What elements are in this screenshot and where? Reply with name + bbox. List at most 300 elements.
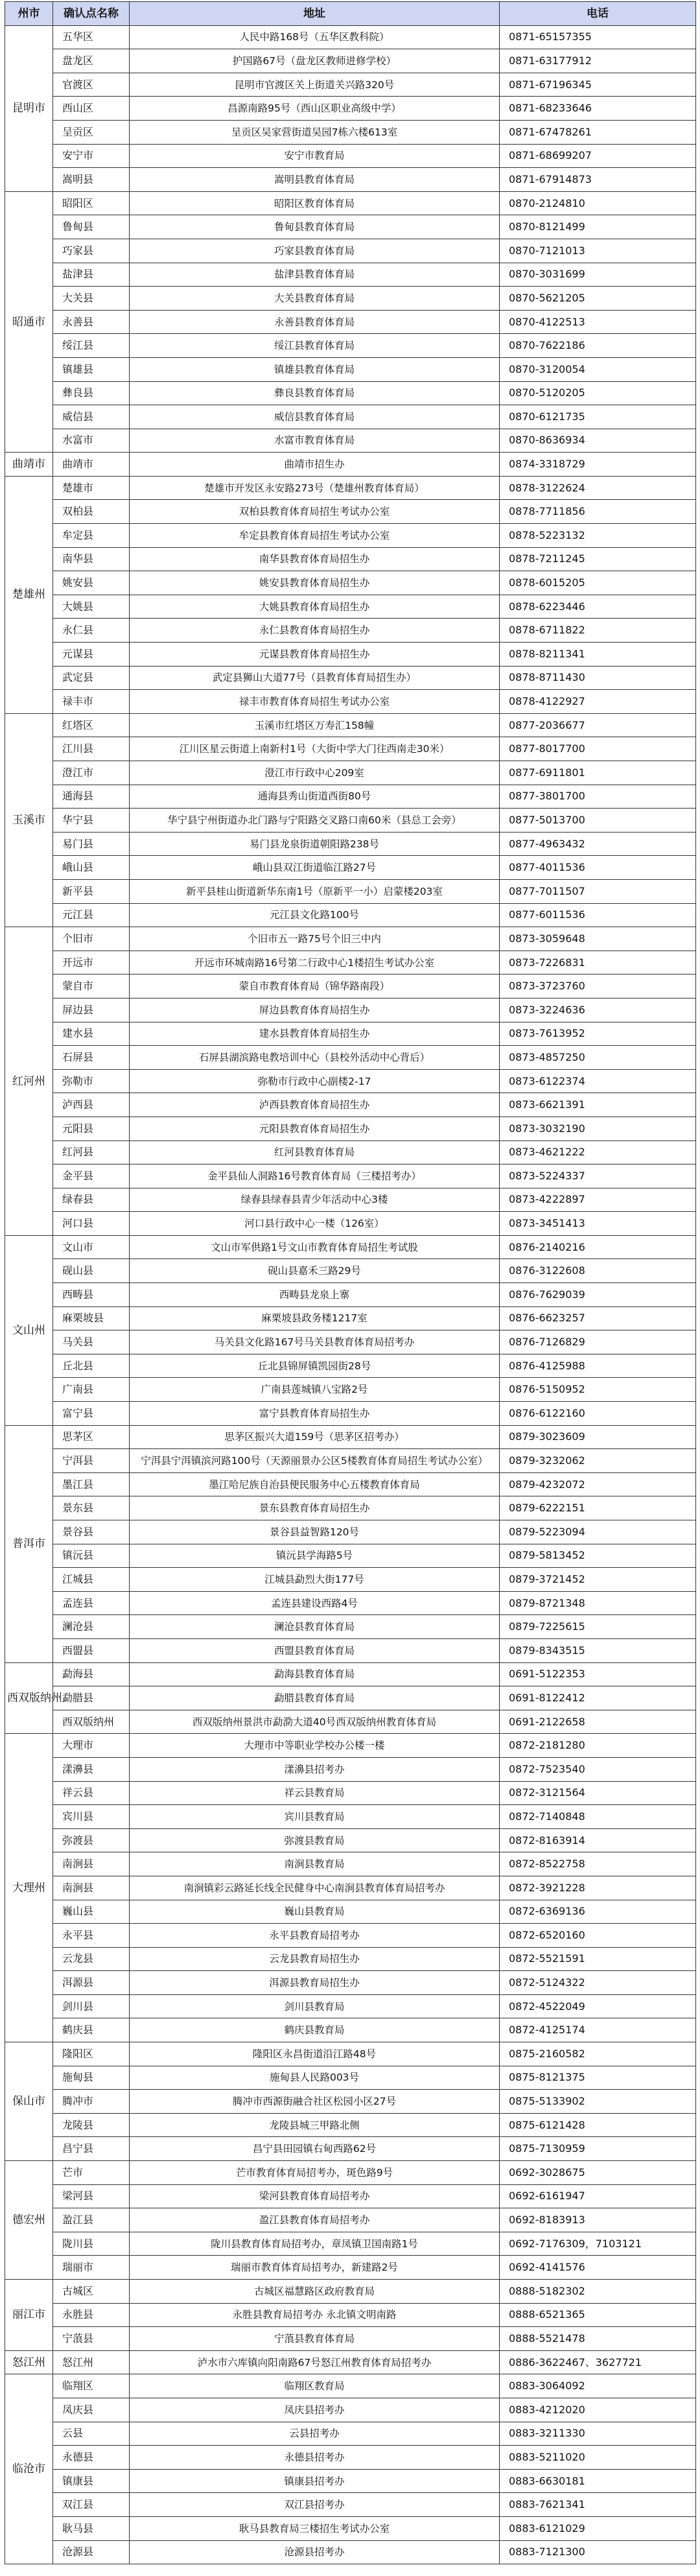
table-row: [5, 2516, 696, 2540]
county-cell: 孟连县: [53, 1591, 130, 1615]
phone-cell: 0870-5120205: [500, 381, 696, 405]
county-cell: 龙陵县: [53, 2113, 130, 2137]
address-cell: 姚安县教育体育局招生办: [130, 571, 500, 595]
phone-cell: 0691-5122353: [500, 1662, 696, 1686]
county-cell: 沧源县: [53, 2540, 130, 2564]
prefecture-cell: 红河州: [5, 927, 53, 1236]
phone-cell: 0879-3232062: [500, 1449, 696, 1473]
address-cell: 腾冲市西源街融合社区松园小区27号: [130, 2090, 500, 2114]
phone-cell: 0872-2181280: [500, 1734, 696, 1758]
address-cell: 景谷县益智路120号: [130, 1520, 500, 1544]
address-cell: 泸水市六库镇向阳南路67号怒江州教育体育局招考办: [130, 2350, 500, 2374]
phone-cell: 0871-68699207: [500, 144, 696, 168]
address-cell: 盈江县教育体育局招考办: [130, 2208, 500, 2232]
prefecture-cell: 大理州: [5, 1734, 53, 2042]
phone-cell: 0873-7613952: [500, 1022, 696, 1046]
county-cell: 易门县: [53, 832, 130, 856]
table-row: [5, 310, 696, 334]
county-cell: 洱源县: [53, 1971, 130, 1995]
table-row: [5, 1900, 696, 1924]
phone-cell: 0872-8163914: [500, 1828, 696, 1852]
table-row: [5, 2018, 696, 2042]
county-cell: 蒙自市: [53, 975, 130, 998]
county-cell: 开远市: [53, 951, 130, 975]
phone-cell: 0877-5013700: [500, 809, 696, 833]
table-row: [5, 690, 696, 714]
county-cell: 牟定县: [53, 524, 130, 548]
table-row: [5, 168, 696, 192]
header-county: 确认点名称: [53, 2, 130, 26]
address-cell: 沧源县招考办: [130, 2540, 500, 2564]
county-cell: 彝良县: [53, 381, 130, 405]
table-row: [5, 1306, 696, 1330]
table-row: [5, 666, 696, 690]
phone-cell: 0873-4621222: [500, 1140, 696, 1164]
prefecture-cell: 德宏州: [5, 2161, 53, 2280]
table-row: [5, 287, 696, 311]
county-cell: 镇雄县: [53, 357, 130, 381]
address-cell: 西畴县龙泉上寨: [130, 1283, 500, 1307]
table-row: [5, 1069, 696, 1093]
table-row: [5, 2303, 696, 2327]
address-cell: 建水县教育体育局招生办: [130, 1022, 500, 1046]
table-row: [5, 998, 696, 1022]
phone-cell: 0878-6223446: [500, 595, 696, 619]
address-cell: 丘北县锦屏镇凯园街28号: [130, 1354, 500, 1378]
county-cell: 镇康县: [53, 2469, 130, 2493]
table-row: [5, 1638, 696, 1662]
phone-cell: 0873-6621391: [500, 1093, 696, 1117]
county-cell: 华宁县: [53, 809, 130, 833]
table-row: [5, 500, 696, 524]
county-cell: 昭阳区: [53, 191, 130, 215]
address-cell: 峨山县双江街道临江路27号: [130, 856, 500, 880]
table-row: [5, 334, 696, 358]
phone-cell: 0873-3032190: [500, 1117, 696, 1140]
address-cell: 广南县莲城镇八宝路2号: [130, 1378, 500, 1402]
table-row: [5, 2422, 696, 2446]
table-row: [5, 476, 696, 500]
phone-cell: 0871-67196345: [500, 73, 696, 97]
county-cell: 宾川县: [53, 1805, 130, 1829]
address-cell: 永胜县教育局招考办 永北镇文明南路: [130, 2303, 500, 2327]
address-cell: 富宁县教育体育局招生办: [130, 1402, 500, 1426]
phone-cell: 0875-5133902: [500, 2090, 696, 2114]
county-cell: 南华县: [53, 547, 130, 571]
address-cell: 施甸县人民路003号: [130, 2066, 500, 2090]
address-cell: 巧家县教育体育局: [130, 239, 500, 263]
county-cell: 新平县: [53, 879, 130, 903]
prefecture-cell: 怒江州: [5, 2350, 53, 2374]
county-cell: 楚雄市: [53, 476, 130, 500]
county-cell: 瑞丽市: [53, 2256, 130, 2280]
phone-cell: 0692-4141576: [500, 2256, 696, 2280]
address-cell: 马关县文化路167号马关县教育体育局招考办: [130, 1330, 500, 1354]
county-cell: 祥云县: [53, 1781, 130, 1805]
county-cell: 永仁县: [53, 619, 130, 643]
phone-cell: 0883-3211330: [500, 2422, 696, 2446]
address-cell: 南涧镇彩云路延长线全民健身中心南涧县教育体育局招考办: [130, 1876, 500, 1900]
address-cell: 南涧县教育局: [130, 1852, 500, 1876]
table-row: [5, 144, 696, 168]
table-row: [5, 1781, 696, 1805]
table-row: [5, 761, 696, 785]
address-cell: 威信县教育体育局: [130, 405, 500, 429]
table-row: [5, 643, 696, 667]
county-cell: 威信县: [53, 405, 130, 429]
address-cell: 曲靖市招生办: [130, 453, 500, 477]
county-cell: 巍山县: [53, 1900, 130, 1924]
address-cell: 麻栗坡县政务楼1217室: [130, 1306, 500, 1330]
county-cell: 临翔区: [53, 2374, 130, 2398]
table-row: [5, 2469, 696, 2493]
address-cell: 个旧市五一路75号个旧三中内: [130, 927, 500, 951]
address-cell: 呈贡区吴家营街道吴园7栋六楼613室: [130, 120, 500, 144]
table-row: [5, 1330, 696, 1354]
address-cell: 墨江哈尼族自治县便民服务中心五楼教育体育局: [130, 1472, 500, 1496]
phone-cell: 0875-6121428: [500, 2113, 696, 2137]
county-cell: 陇川县: [53, 2232, 130, 2256]
phone-cell: 0883-7621341: [500, 2493, 696, 2517]
address-cell: 大关县教育体育局: [130, 287, 500, 311]
phone-cell: 0870-7121013: [500, 239, 696, 263]
prefecture-cell: 普洱市: [5, 1425, 53, 1662]
county-cell: 宁洱县: [53, 1449, 130, 1473]
table-row: [5, 2350, 696, 2374]
table-row: [5, 951, 696, 975]
table-row: [5, 357, 696, 381]
table-row: [5, 1828, 696, 1852]
table-row: [5, 1544, 696, 1568]
phone-cell: 0879-5813452: [500, 1544, 696, 1568]
address-cell: 双江县招考办: [130, 2493, 500, 2517]
address-cell: 芒市教育体育局招考办，斑色路9号: [130, 2161, 500, 2185]
address-cell: 漾濞县招考办: [130, 1757, 500, 1781]
phone-cell: 0873-4222897: [500, 1188, 696, 1212]
confirmation-sites-table: [5, 1, 696, 2564]
phone-cell: 0877-4011536: [500, 856, 696, 880]
table-row: [5, 429, 696, 453]
address-cell: 凤庆县招考办: [130, 2398, 500, 2422]
phone-cell: 0872-7140848: [500, 1805, 696, 1829]
phone-cell: 0692-7176309，7103121: [500, 2232, 696, 2256]
county-cell: 绿春县: [53, 1188, 130, 1212]
phone-cell: 0875-2160582: [500, 2042, 696, 2066]
table-row: [5, 2398, 696, 2422]
address-cell: 护国路67号（盘龙区教师进修学校）: [130, 49, 500, 73]
phone-cell: 0875-7130959: [500, 2137, 696, 2161]
county-cell: 永胜县: [53, 2303, 130, 2327]
county-cell: 武定县: [53, 666, 130, 690]
phone-cell: 0870-2124810: [500, 191, 696, 215]
phone-cell: 0877-3801700: [500, 785, 696, 809]
table-row: [5, 1046, 696, 1070]
phone-cell: 0877-4963432: [500, 832, 696, 856]
table-row: [5, 1710, 696, 1734]
address-cell: 云龙县教育局招生办: [130, 1947, 500, 1971]
address-cell: 牟定县教育体育局招生考试办公室: [130, 524, 500, 548]
phone-cell: 0873-3224636: [500, 998, 696, 1022]
phone-cell: 0871-67478261: [500, 120, 696, 144]
phone-cell: 0873-3723760: [500, 975, 696, 998]
phone-cell: 0870-8121499: [500, 215, 696, 239]
table-row: [5, 1449, 696, 1473]
phone-cell: 0873-3059648: [500, 927, 696, 951]
phone-cell: 0883-6630181: [500, 2469, 696, 2493]
county-cell: 马关县: [53, 1330, 130, 1354]
prefecture-cell: 丽江市: [5, 2280, 53, 2351]
table-row: [5, 2066, 696, 2090]
phone-cell: 0872-6520160: [500, 1924, 696, 1948]
county-cell: 官渡区: [53, 73, 130, 97]
table-body: [5, 25, 696, 2564]
phone-cell: 0871-63177912: [500, 49, 696, 73]
county-cell: 通海县: [53, 785, 130, 809]
address-cell: 蒙自市教育体育局（锦华路南段）: [130, 975, 500, 998]
table-row: [5, 73, 696, 97]
county-cell: 安宁市: [53, 144, 130, 168]
county-cell: 凤庆县: [53, 2398, 130, 2422]
phone-cell: 0870-4122513: [500, 310, 696, 334]
county-cell: 广南县: [53, 1378, 130, 1402]
county-cell: 石屏县: [53, 1046, 130, 1070]
table-row: [5, 1283, 696, 1307]
phone-cell: 0870-6121735: [500, 405, 696, 429]
address-cell: 红河县教育体育局: [130, 1140, 500, 1164]
table-row: [5, 737, 696, 761]
table-row: [5, 1876, 696, 1900]
county-cell: 思茅区: [53, 1425, 130, 1449]
phone-cell: 0872-3121564: [500, 1781, 696, 1805]
county-cell: 墨江县: [53, 1472, 130, 1496]
table-row: [5, 903, 696, 927]
county-cell: 耿马县: [53, 2516, 130, 2540]
county-cell: 禄丰市: [53, 690, 130, 714]
county-cell: 建水县: [53, 1022, 130, 1046]
table-row: [5, 619, 696, 643]
phone-cell: 0876-6623257: [500, 1306, 696, 1330]
phone-cell: 0873-4857250: [500, 1046, 696, 1070]
county-cell: 大理市: [53, 1734, 130, 1758]
address-cell: 宾川县教育局: [130, 1805, 500, 1829]
phone-cell: 0877-8017700: [500, 737, 696, 761]
address-cell: 河口县行政中心一楼（126室）: [130, 1212, 500, 1236]
county-cell: 梁河县: [53, 2184, 130, 2208]
address-cell: 勐腊县教育体育局: [130, 1686, 500, 1710]
table-row: [5, 1117, 696, 1140]
phone-cell: 0692-8183913: [500, 2208, 696, 2232]
county-cell: 剑川县: [53, 1994, 130, 2018]
county-cell: 澄江市: [53, 761, 130, 785]
table-row: [5, 832, 696, 856]
county-cell: 水富市: [53, 429, 130, 453]
prefecture-cell: 西双版纳州: [5, 1662, 53, 1734]
phone-cell: 0888-5521478: [500, 2327, 696, 2351]
address-cell: 江城县勐烈大街177号: [130, 1568, 500, 1592]
header-address: 地址: [130, 2, 500, 26]
table-row: [5, 263, 696, 287]
phone-cell: 0692-3028675: [500, 2161, 696, 2185]
phone-cell: 0883-6121029: [500, 2516, 696, 2540]
county-cell: 元阳县: [53, 1117, 130, 1140]
table-row: [5, 49, 696, 73]
county-cell: 五华区: [53, 25, 130, 49]
table-row: [5, 1591, 696, 1615]
table-row: [5, 1615, 696, 1639]
table-row: [5, 1686, 696, 1710]
county-cell: 西畴县: [53, 1283, 130, 1307]
phone-cell: 0876-5150952: [500, 1378, 696, 1402]
phone-cell: 0873-3451413: [500, 1212, 696, 1236]
table-row: [5, 713, 696, 737]
address-cell: 开远市环城南路16号第二行政中心1楼招生考试办公室: [130, 951, 500, 975]
phone-cell: 0871-65157355: [500, 25, 696, 49]
phone-cell: 0879-4232072: [500, 1472, 696, 1496]
address-cell: 剑川县教育局: [130, 1994, 500, 2018]
table-row: [5, 2446, 696, 2470]
phone-cell: 0878-5223132: [500, 524, 696, 548]
address-cell: 宁洱县宁洱镇滨河路100号（天源丽景办公区5楼教育体育局招生考试办公室）: [130, 1449, 500, 1473]
address-cell: 南华县教育体育局招生办: [130, 547, 500, 571]
address-cell: 澜沧县教育体育局: [130, 1615, 500, 1639]
table-row: [5, 547, 696, 571]
address-cell: 文山市军供路1号文山市教育体育局招生考试股: [130, 1235, 500, 1259]
county-cell: 弥渡县: [53, 1828, 130, 1852]
phone-cell: 0876-3122608: [500, 1259, 696, 1283]
address-cell: 人民中路168号（五华区教科院）: [130, 25, 500, 49]
table-row: [5, 2374, 696, 2398]
phone-cell: 0875-8121375: [500, 2066, 696, 2090]
phone-cell: 0872-8522758: [500, 1852, 696, 1876]
phone-cell: 0870-3031699: [500, 263, 696, 287]
table-row: [5, 1022, 696, 1046]
address-cell: 弥渡县教育局: [130, 1828, 500, 1852]
table-row: [5, 381, 696, 405]
phone-cell: 0876-4125988: [500, 1354, 696, 1378]
phone-cell: 0872-4522049: [500, 1994, 696, 2018]
county-cell: 昌宁县: [53, 2137, 130, 2161]
address-cell: 龙陵县城三甲路北侧: [130, 2113, 500, 2137]
address-cell: 泸西县教育体育局招生办: [130, 1093, 500, 1117]
county-cell: 漾濞县: [53, 1757, 130, 1781]
phone-cell: 0691-8122412: [500, 1686, 696, 1710]
county-cell: 元谋县: [53, 643, 130, 667]
address-cell: 昭阳区教育体育局: [130, 191, 500, 215]
address-cell: 西盟县教育体育局: [130, 1638, 500, 1662]
phone-cell: 0879-7225615: [500, 1615, 696, 1639]
phone-cell: 0886-3622467、3627721: [500, 2350, 696, 2374]
table-row: [5, 97, 696, 121]
county-cell: 宁蒗县: [53, 2327, 130, 2351]
address-cell: 永善县教育体育局: [130, 310, 500, 334]
table-row: [5, 1947, 696, 1971]
table-row: [5, 1425, 696, 1449]
table-row: [5, 239, 696, 263]
address-cell: 元阳县教育体育局招生办: [130, 1117, 500, 1140]
address-cell: 元谋县教育体育局招生办: [130, 643, 500, 667]
county-cell: 古城区: [53, 2280, 130, 2304]
phone-cell: 0872-3921228: [500, 1876, 696, 1900]
phone-cell: 0878-7211245: [500, 547, 696, 571]
address-cell: 昌宁县田园镇右甸西路62号: [130, 2137, 500, 2161]
address-cell: 陇川县教育体育局招考办，章凤镇卫国南路1号: [130, 2232, 500, 2256]
county-cell: 麻栗坡县: [53, 1306, 130, 1330]
table-row: [5, 2161, 696, 2185]
phone-cell: 0879-8343515: [500, 1638, 696, 1662]
address-cell: 禄丰市教育体育局招生考试办公室: [130, 690, 500, 714]
address-cell: 昆明市官渡区关上街道关兴路320号: [130, 73, 500, 97]
county-cell: 澜沧县: [53, 1615, 130, 1639]
county-cell: 嵩明县: [53, 168, 130, 192]
county-cell: 西双版纳州: [53, 1710, 130, 1734]
county-cell: 南涧县: [53, 1876, 130, 1900]
phone-cell: 0876-2140216: [500, 1235, 696, 1259]
phone-cell: 0872-5521591: [500, 1947, 696, 1971]
prefecture-cell: 昭通市: [5, 191, 53, 453]
table-row: [5, 1924, 696, 1948]
phone-cell: 0879-3023609: [500, 1425, 696, 1449]
table-row: [5, 856, 696, 880]
county-cell: 西盟县: [53, 1638, 130, 1662]
table-row: [5, 1496, 696, 1520]
phone-cell: 0872-5124322: [500, 1971, 696, 1995]
phone-cell: 0878-7711856: [500, 500, 696, 524]
prefecture-cell: 临沧市: [5, 2374, 53, 2564]
county-cell: 峨山县: [53, 856, 130, 880]
address-cell: 金平县仙人洞路16号教育体育局（三楼招考办）: [130, 1164, 500, 1188]
county-cell: 丘北县: [53, 1354, 130, 1378]
phone-cell: 0872-4125174: [500, 2018, 696, 2042]
table-row: [5, 785, 696, 809]
table-row: [5, 809, 696, 833]
phone-cell: 0883-3064092: [500, 2374, 696, 2398]
table-row: [5, 1472, 696, 1496]
county-cell: 勐腊县: [53, 1686, 130, 1710]
address-cell: 石屏县湖滨路电教培训中心（县校外活动中心背后）: [130, 1046, 500, 1070]
table-row: [5, 1259, 696, 1283]
address-cell: 楚雄市开发区永安路273号（楚雄州教育体育局）: [130, 476, 500, 500]
address-cell: 巍山县教育局: [130, 1900, 500, 1924]
county-cell: 河口县: [53, 1212, 130, 1236]
prefecture-cell: 文山州: [5, 1235, 53, 1425]
address-cell: 古城区福慧路区政府教育局: [130, 2280, 500, 2304]
address-cell: 屏边县教育体育局招生办: [130, 998, 500, 1022]
phone-cell: 0878-6015205: [500, 571, 696, 595]
address-cell: 双柏县教育体育局招生考试办公室: [130, 500, 500, 524]
table-row: [5, 2137, 696, 2161]
county-cell: 大关县: [53, 287, 130, 311]
prefecture-cell: 楚雄州: [5, 476, 53, 713]
county-cell: 盈江县: [53, 2208, 130, 2232]
county-cell: 腾冲市: [53, 2090, 130, 2114]
table-row: [5, 1805, 696, 1829]
address-cell: 永德县招考办: [130, 2446, 500, 2470]
phone-cell: 0883-5211020: [500, 2446, 696, 2470]
address-cell: 彝良县教育体育局: [130, 381, 500, 405]
phone-cell: 0877-6011536: [500, 903, 696, 927]
county-cell: 红河县: [53, 1140, 130, 1164]
table-row: [5, 2090, 696, 2114]
prefecture-cell: 曲靖市: [5, 453, 53, 477]
table-row: [5, 453, 696, 477]
county-cell: 鹤庆县: [53, 2018, 130, 2042]
county-cell: 永平县: [53, 1924, 130, 1948]
table-row: [5, 2280, 696, 2304]
table-row: [5, 1378, 696, 1402]
county-cell: 泸西县: [53, 1093, 130, 1117]
table-row: [5, 1235, 696, 1259]
address-cell: 梁河县教育体育局招考办: [130, 2184, 500, 2208]
